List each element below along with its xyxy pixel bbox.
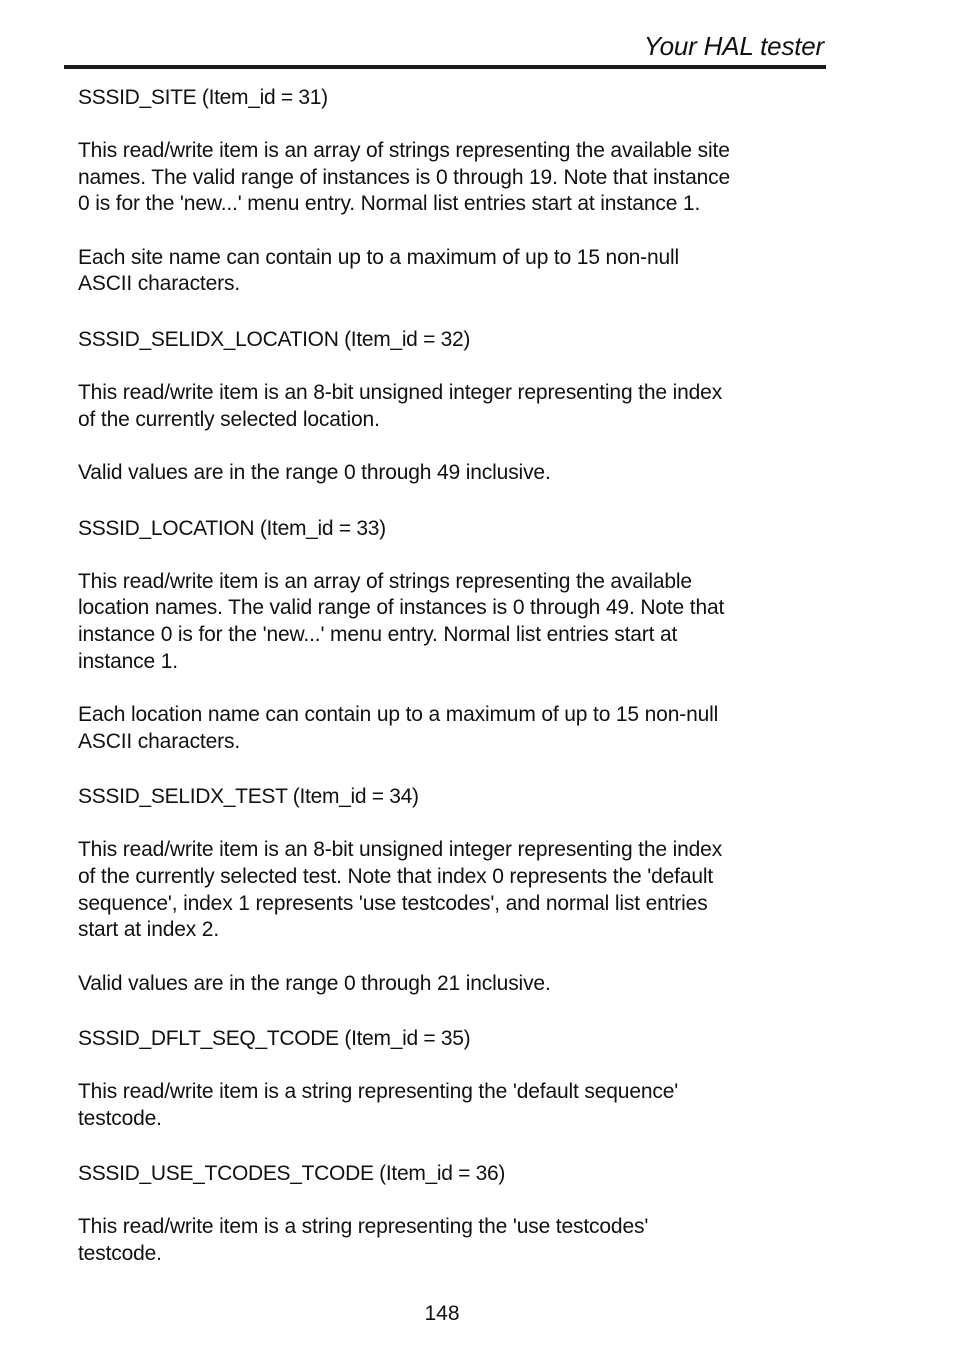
paragraph-line: 0 is for the 'new...' menu entry. Normal list entries start at instance 1.: [78, 192, 701, 216]
paragraph-line: This read/write item is an 8-bit unsigned integer representing the index: [78, 380, 723, 404]
item-heading: SSSID_DFLT_SEQ_TCODE (Item_id = 35): [78, 1027, 471, 1051]
paragraph-spacer: [78, 810, 818, 837]
description-paragraph: [78, 460, 818, 487]
paragraph-spacer: [78, 353, 818, 380]
section-spacer: [78, 755, 818, 783]
paragraph-spacer: [78, 675, 818, 702]
paragraph-spacer: [78, 1187, 818, 1214]
paragraph-spacer: [78, 218, 818, 245]
paragraph-line: ASCII characters.: [78, 729, 241, 753]
paragraph-line: of the currently selected test. Note that index 0 represents the 'default: [78, 864, 714, 888]
item-section: [78, 1160, 818, 1267]
description-paragraph: [78, 971, 818, 998]
section-spacer: [78, 997, 818, 1025]
item-section: [78, 515, 818, 756]
paragraph-line: of the currently selected location.: [78, 407, 380, 431]
paragraph-spacer: [78, 433, 818, 460]
page-header-title: Your HAL tester: [643, 31, 824, 61]
description-paragraph: [78, 1214, 818, 1267]
paragraph-line: This read/write item is an 8-bit unsigned integer representing the index: [78, 838, 723, 862]
item-heading: SSSID_USE_TCODES_TCODE (Item_id = 36): [78, 1162, 506, 1186]
section-spacer: [78, 487, 818, 515]
paragraph-line: This read/write item is an array of strings representing the available: [78, 569, 692, 593]
paragraph-line: start at index 2.: [78, 918, 220, 942]
paragraph-line: Valid values are in the range 0 through 49 inclusive.: [78, 461, 551, 485]
description-paragraph: [78, 380, 818, 433]
item-heading: SSSID_LOCATION (Item_id = 33): [78, 516, 386, 540]
section-spacer: [78, 298, 818, 326]
paragraph-line: This read/write item is a string representing the 'default sequence': [78, 1080, 679, 1104]
description-paragraph: [78, 245, 818, 298]
paragraph-spacer: [78, 111, 818, 138]
description-paragraph: [78, 569, 818, 675]
document-body: [78, 84, 818, 1268]
paragraph-line: sequence', index 1 represents 'use testcodes', and normal list entries: [78, 891, 708, 915]
description-paragraph: [78, 1079, 818, 1132]
paragraph-spacer: [78, 944, 818, 971]
description-paragraph: [78, 138, 818, 218]
paragraph-line: Each site name can contain up to a maximum of up to 15 non-null: [78, 245, 680, 269]
page-number: 148: [424, 1302, 460, 1325]
item-section: [78, 326, 818, 487]
item-section: [78, 84, 818, 298]
paragraph-spacer: [78, 1052, 818, 1079]
paragraph-line: This read/write item is a string representing the 'use testcodes': [78, 1215, 649, 1239]
paragraph-line: ASCII characters.: [78, 272, 241, 296]
description-paragraph: [78, 702, 818, 755]
section-spacer: [78, 1132, 818, 1160]
item-heading: SSSID_SELIDX_TEST (Item_id = 34): [78, 785, 419, 809]
item-section: [78, 783, 818, 997]
paragraph-line: testcode.: [78, 1242, 162, 1266]
paragraph-line: Valid values are in the range 0 through 21 inclusive.: [78, 971, 551, 995]
paragraph-line: names. The valid range of instances is 0 through 19. Note that instance: [78, 165, 731, 189]
paragraph-spacer: [78, 542, 818, 569]
paragraph-line: location names. The valid range of instances is 0 through 49. Note that: [78, 596, 725, 620]
item-section: [78, 1025, 818, 1132]
paragraph-line: This read/write item is an array of strings representing the available site: [78, 139, 730, 162]
header-divider: [64, 65, 826, 69]
item-heading: SSSID_SITE (Item_id = 31): [78, 86, 328, 109]
paragraph-line: testcode.: [78, 1106, 162, 1130]
description-paragraph: [78, 837, 818, 943]
paragraph-line: Each location name can contain up to a maximum of up to 15 non-null: [78, 703, 719, 727]
item-heading: SSSID_SELIDX_LOCATION (Item_id = 32): [78, 327, 471, 351]
paragraph-line: instance 0 is for the 'new...' menu entry. Normal list entries start at: [78, 622, 678, 646]
paragraph-line: instance 1.: [78, 649, 178, 673]
